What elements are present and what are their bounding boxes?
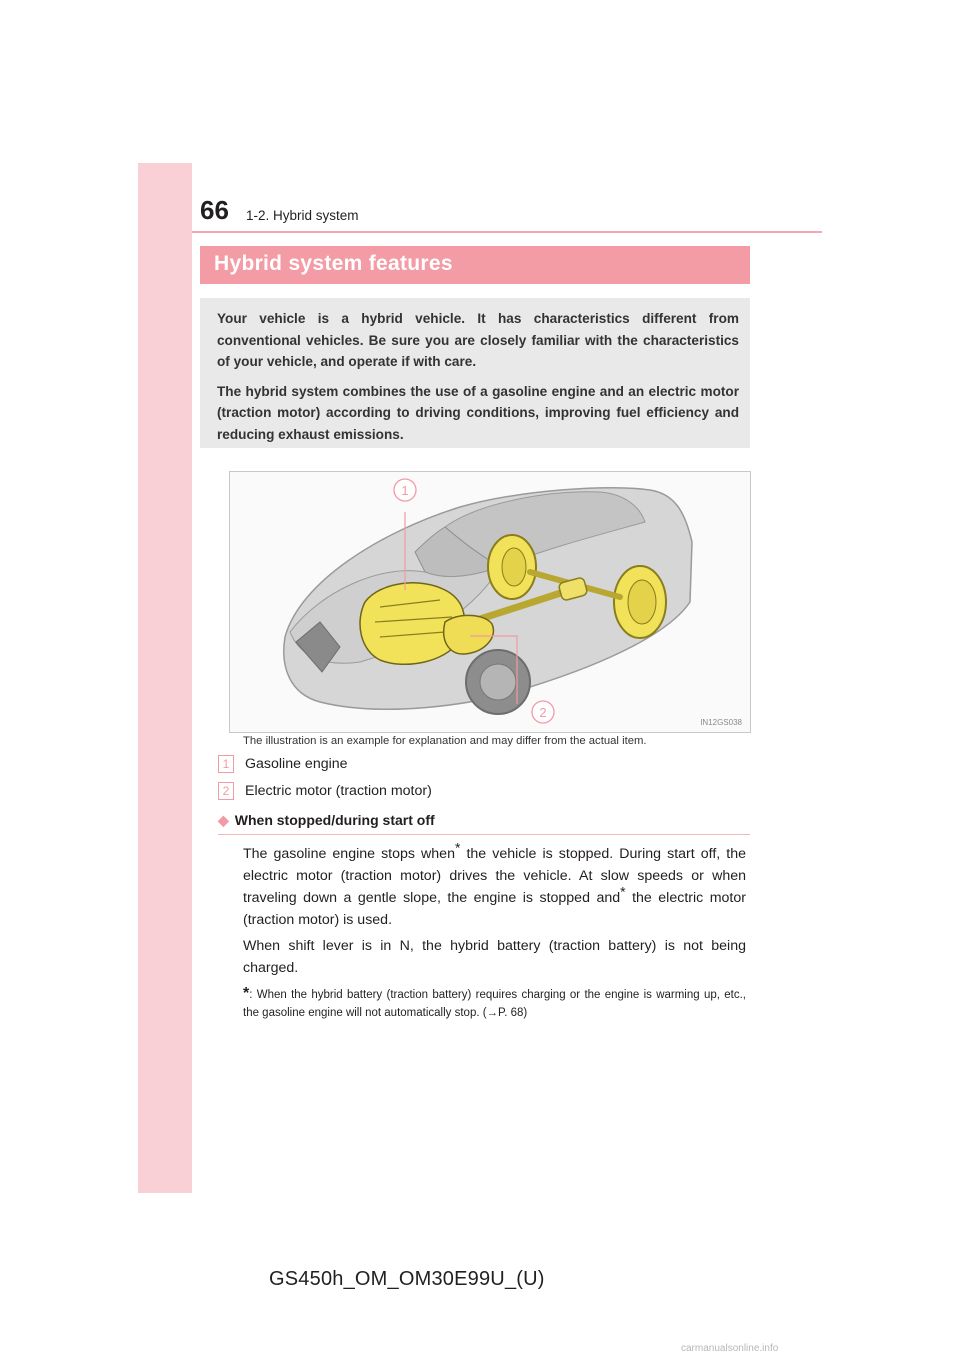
legend-label: Electric motor (traction motor) (245, 783, 432, 799)
subsection-rule (218, 834, 750, 835)
illustration-code: IN12GS038 (700, 718, 742, 727)
section-label: 1-2. Hybrid system (246, 208, 359, 223)
callout-1-label: 1 (401, 483, 409, 498)
header-rule (192, 231, 822, 233)
intro-paragraph-1: Your vehicle is a hybrid vehicle. It has characteristics different from conventional vehicles. Be sure you are closely familiar with the characteristics of your vehicle, and operate if with care. (217, 311, 739, 369)
car-drawing (230, 472, 750, 732)
legend-label: Gasoline engine (245, 756, 348, 772)
legend-number-badge: 1 (218, 755, 234, 773)
title-band (200, 246, 750, 284)
side-tab-bar (138, 163, 192, 1193)
text-run: the vehicle is stopped. During start off, the electric motor (traction motor) drives the vehicle. At slow speeds or when traveling down a gentle slope, the engine is stopped and (243, 846, 747, 906)
callout-2-label: 2 (539, 705, 547, 720)
intro-box (200, 298, 750, 448)
body-paragraph-2: When shift lever is in N, the hybrid battery (traction battery) is not being charged. (243, 938, 746, 976)
asterisk-mark: * (454, 839, 461, 856)
legend-item-2 (218, 782, 432, 800)
diamond-bullet-icon: ◆ (218, 812, 229, 828)
footnote (243, 985, 746, 1022)
legend-item-1 (218, 755, 348, 773)
body-paragraph-1 (243, 839, 747, 931)
intro-paragraph-2: The hybrid system combines the use of a gasoline engine and an electric motor (traction motor) according to driving conditions, improving fuel efficiency and reducing exhaust emissions. (217, 383, 739, 442)
text-run: the electric motor (traction motor) is used. (243, 890, 746, 928)
text-run: The gasoline engine stops when (243, 846, 455, 862)
subsection-heading-text: When stopped/during start off (234, 812, 435, 828)
page-title: Hybrid system features (214, 252, 453, 275)
watermark: carmanualsonline.info (681, 1343, 779, 1354)
page-number: 66 (200, 195, 229, 225)
footnote-text: : When the hybrid battery (traction battery) requires charging or the engine is warming up, etc., the gasoline engine will not automatically stop. (→P. 68) (243, 989, 746, 1019)
asterisk-mark: * (620, 883, 626, 900)
document-code: GS450h_OM_OM30E99U_(U) (269, 1268, 545, 1290)
illustration-caption: The illustration is an example for explanation and may differ from the actual item. (243, 735, 647, 747)
footnote-asterisk: * (243, 985, 250, 1002)
subsection-heading (218, 812, 435, 829)
hybrid-system-illustration (229, 471, 751, 733)
legend-number-badge: 2 (218, 782, 234, 800)
